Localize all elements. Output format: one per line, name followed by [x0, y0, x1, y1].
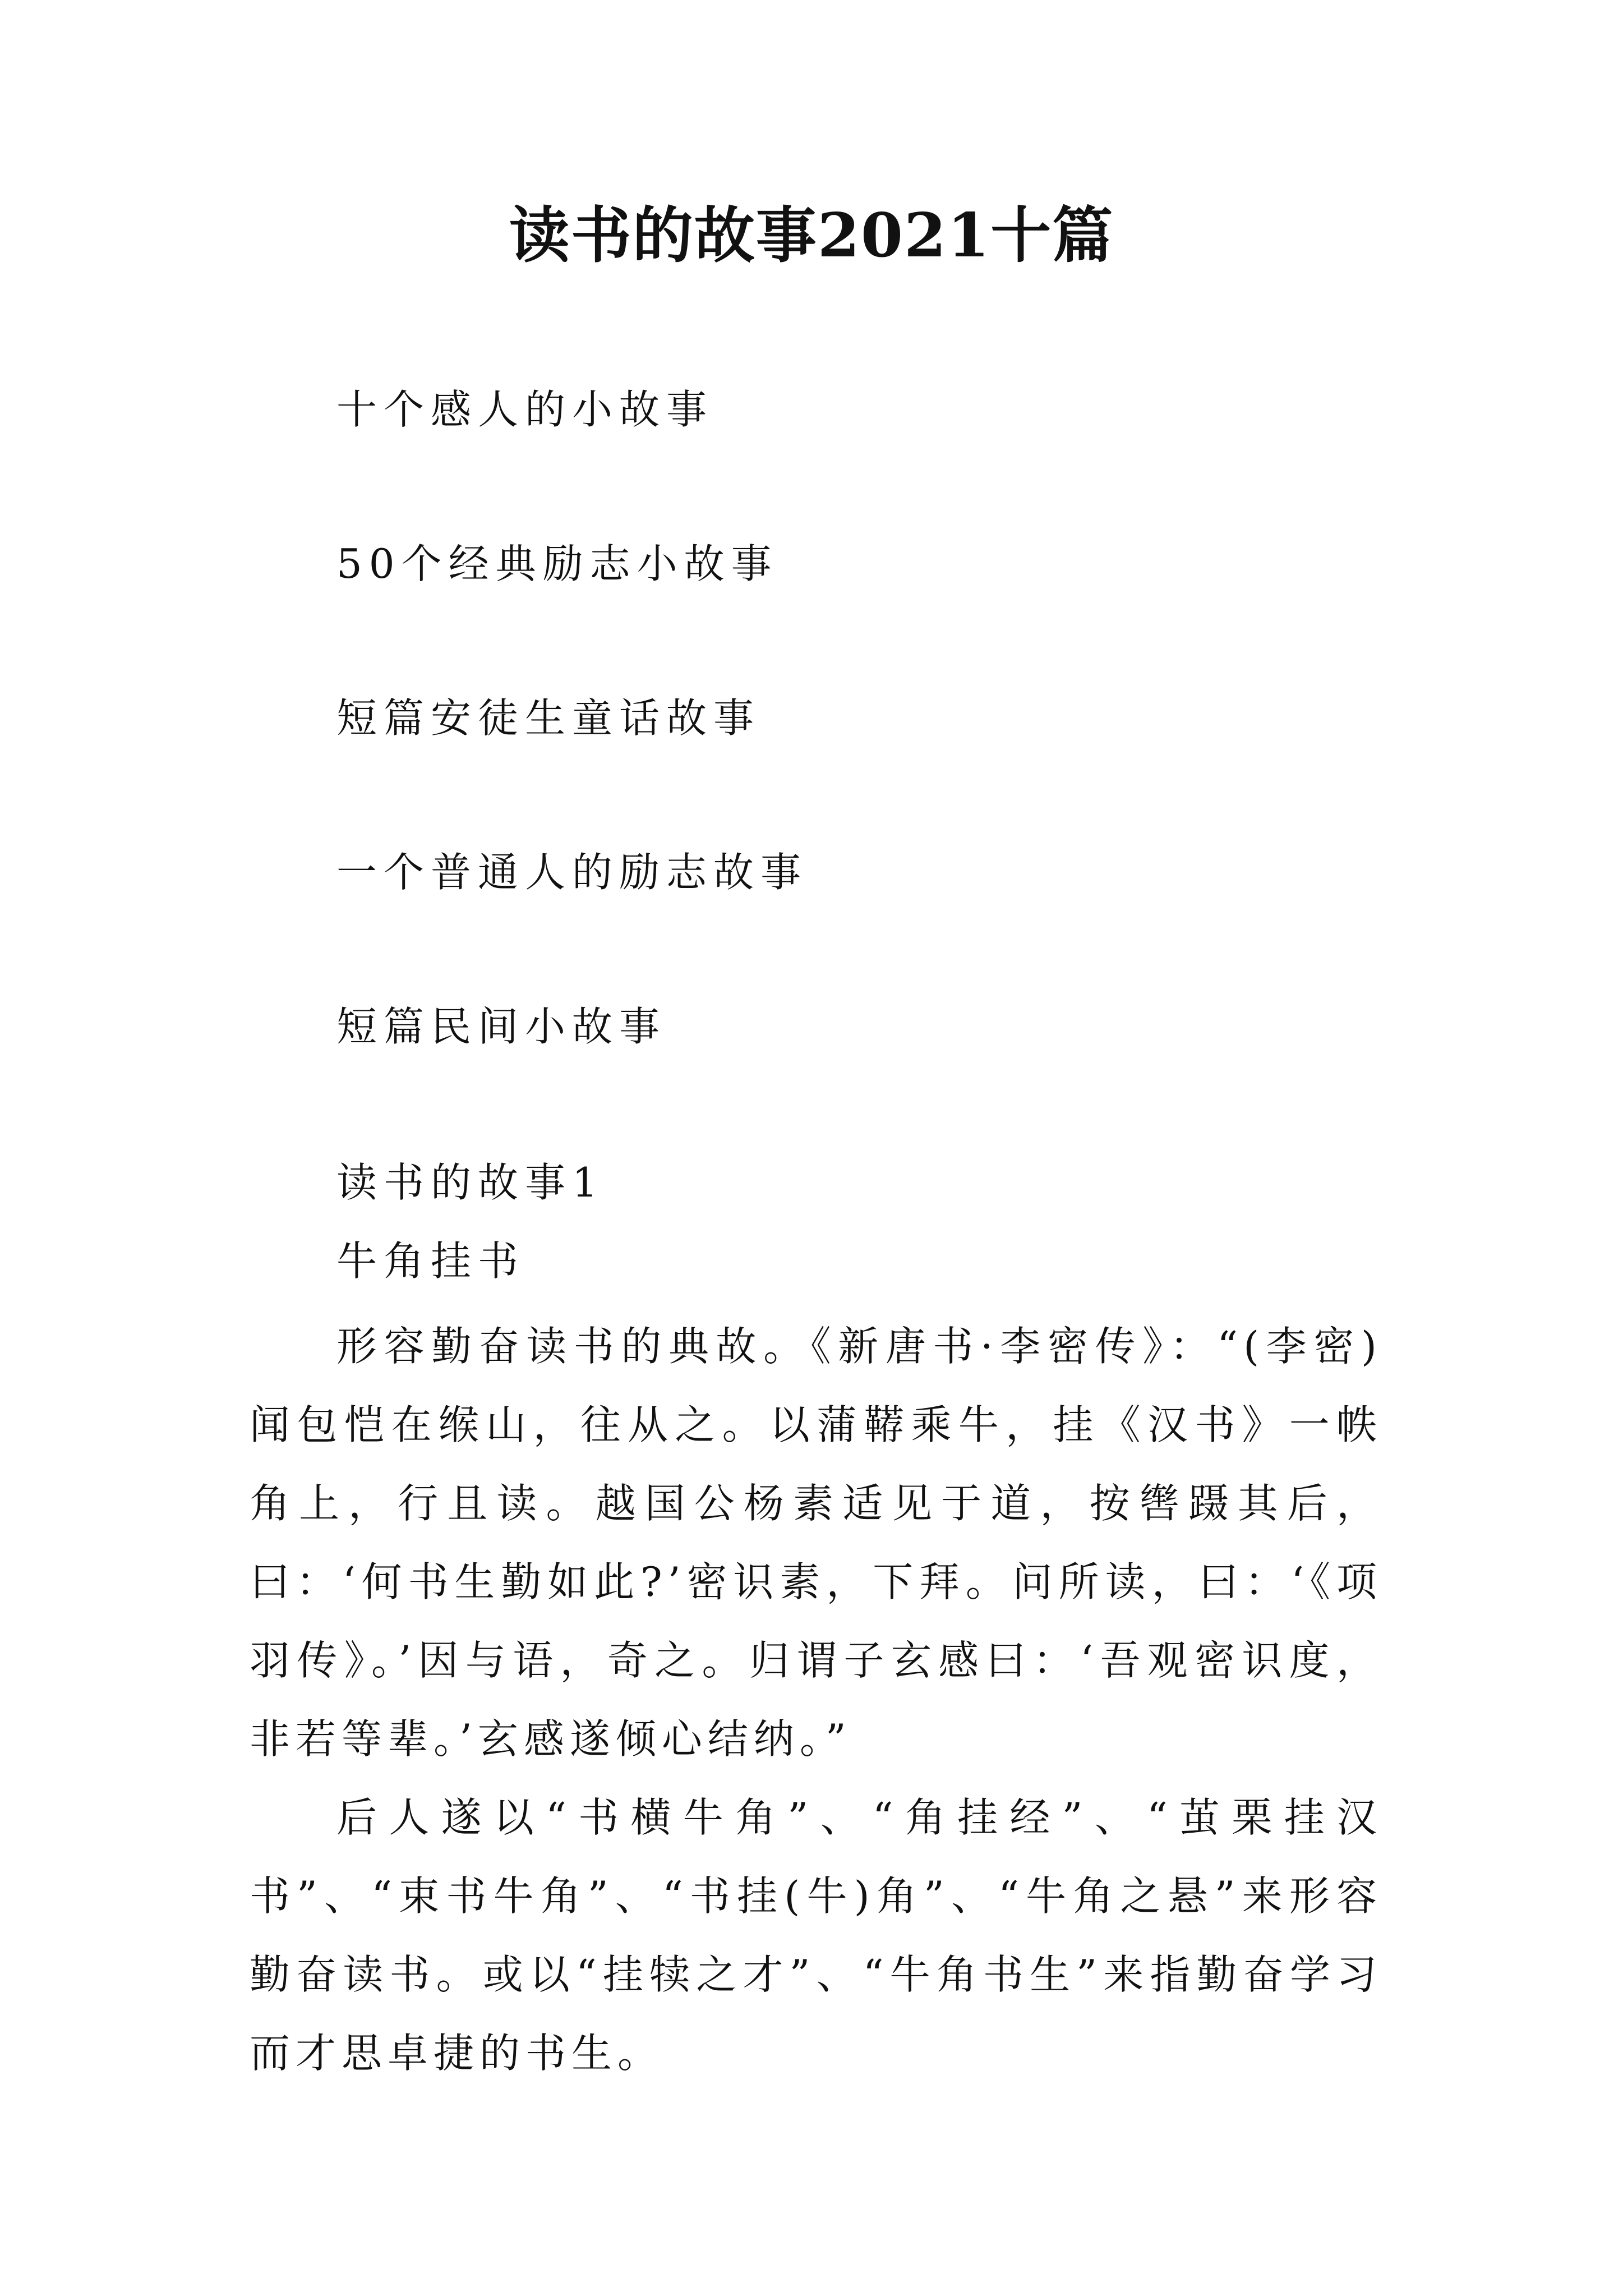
story-paragraph: 后人遂以“书横牛角”、“角挂经”、“茧栗挂汉书”、“束书牛角”、“书挂(牛)角”、“牛角之悬”来形容勤奋读书。或以“挂犊之才”、“牛角书生”来指勤奋学习而才思卓捷的书生。 — [250, 1794, 1382, 2077]
story-subheading: 牛角挂书 — [336, 1237, 525, 1285]
toc-item: 十个感人的小故事 — [336, 386, 714, 433]
story-paragraph: 形容勤奋读书的典故。《新唐书·李密传》：“(李密)闻包恺在缑山，往从之。以蒲鞯乘牛，挂《汉书》一帙角上，行且读。越国公杨素适见于道，按辔蹑其后，曰：‘何书生勤如此?’密识素，下拜。问所读，曰：‘《项羽传》。’因与语，奇之。归谓子玄感曰：‘吾观密识度，非若等辈。’玄感遂倾心结纳。” — [250, 1323, 1382, 1763]
story-heading: 读书的故事1 — [336, 1159, 605, 1206]
toc-item: 50个经典励志小故事 — [336, 540, 778, 587]
document-title: 读书的故事2021十篇 — [509, 200, 1114, 271]
toc-item: 短篇民间小故事 — [336, 1003, 667, 1050]
toc-item: 一个普通人的励志故事 — [336, 849, 808, 896]
toc-item: 短篇安徒生童话故事 — [336, 694, 761, 742]
